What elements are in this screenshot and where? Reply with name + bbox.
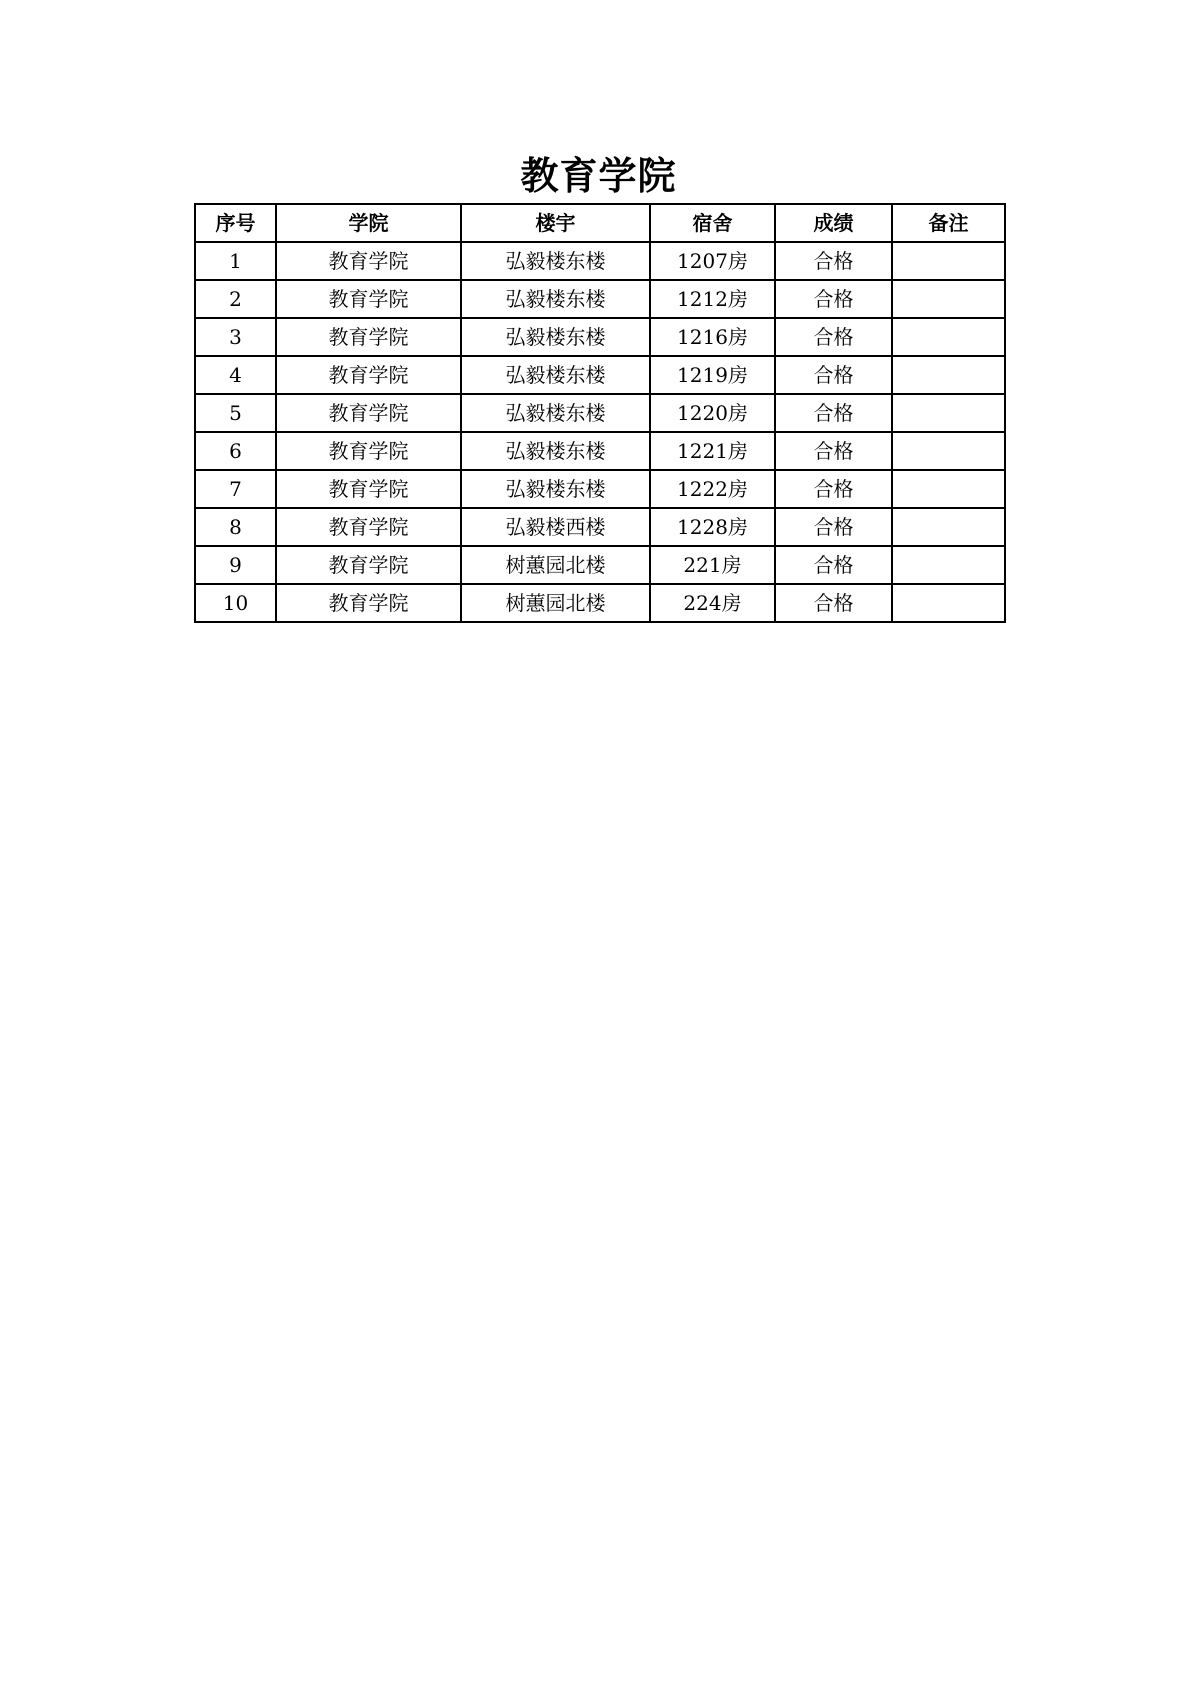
cell-grade: 合格 bbox=[775, 432, 892, 470]
cell-no: 5 bbox=[195, 394, 276, 432]
table-body bbox=[195, 242, 1005, 622]
cell-room: 1228房 bbox=[650, 508, 775, 546]
header-no: 序号 bbox=[195, 204, 276, 242]
cell-college: 教育学院 bbox=[276, 470, 461, 508]
cell-room: 224房 bbox=[650, 584, 775, 622]
cell-remark bbox=[892, 508, 1005, 546]
cell-grade: 合格 bbox=[775, 546, 892, 584]
header-grade: 成绩 bbox=[775, 204, 892, 242]
header-row bbox=[195, 204, 1005, 242]
table-row bbox=[195, 546, 1005, 584]
cell-no: 2 bbox=[195, 280, 276, 318]
cell-building: 弘毅楼东楼 bbox=[461, 394, 650, 432]
header-remark: 备注 bbox=[892, 204, 1005, 242]
table-row bbox=[195, 470, 1005, 508]
cell-remark bbox=[892, 356, 1005, 394]
cell-grade: 合格 bbox=[775, 280, 892, 318]
table-row bbox=[195, 584, 1005, 622]
cell-room: 1219房 bbox=[650, 356, 775, 394]
cell-grade: 合格 bbox=[775, 508, 892, 546]
table-header bbox=[195, 204, 1005, 242]
cell-grade: 合格 bbox=[775, 242, 892, 280]
cell-remark bbox=[892, 318, 1005, 356]
cell-no: 4 bbox=[195, 356, 276, 394]
dormitory-inspection-table bbox=[194, 203, 1006, 623]
cell-building: 弘毅楼东楼 bbox=[461, 318, 650, 356]
cell-no: 10 bbox=[195, 584, 276, 622]
table-row bbox=[195, 318, 1005, 356]
cell-room: 1220房 bbox=[650, 394, 775, 432]
cell-building: 弘毅楼东楼 bbox=[461, 280, 650, 318]
cell-building: 树蕙园北楼 bbox=[461, 584, 650, 622]
header-building: 楼宇 bbox=[461, 204, 650, 242]
cell-college: 教育学院 bbox=[276, 584, 461, 622]
table-row bbox=[195, 394, 1005, 432]
table-row bbox=[195, 280, 1005, 318]
cell-building: 弘毅楼东楼 bbox=[461, 242, 650, 280]
table-row bbox=[195, 356, 1005, 394]
cell-building: 弘毅楼东楼 bbox=[461, 356, 650, 394]
page-title: 教育学院 bbox=[520, 154, 677, 198]
cell-no: 7 bbox=[195, 470, 276, 508]
cell-room: 1207房 bbox=[650, 242, 775, 280]
cell-remark bbox=[892, 584, 1005, 622]
cell-building: 弘毅楼西楼 bbox=[461, 508, 650, 546]
cell-grade: 合格 bbox=[775, 356, 892, 394]
cell-college: 教育学院 bbox=[276, 242, 461, 280]
cell-grade: 合格 bbox=[775, 394, 892, 432]
cell-college: 教育学院 bbox=[276, 318, 461, 356]
cell-grade: 合格 bbox=[775, 470, 892, 508]
cell-college: 教育学院 bbox=[276, 394, 461, 432]
cell-room: 1216房 bbox=[650, 318, 775, 356]
table-row bbox=[195, 242, 1005, 280]
cell-remark bbox=[892, 432, 1005, 470]
header-room: 宿舍 bbox=[650, 204, 775, 242]
table-row bbox=[195, 432, 1005, 470]
cell-college: 教育学院 bbox=[276, 432, 461, 470]
cell-room: 1222房 bbox=[650, 470, 775, 508]
table-row bbox=[195, 508, 1005, 546]
cell-remark bbox=[892, 470, 1005, 508]
cell-building: 弘毅楼东楼 bbox=[461, 470, 650, 508]
cell-college: 教育学院 bbox=[276, 280, 461, 318]
cell-room: 221房 bbox=[650, 546, 775, 584]
cell-remark bbox=[892, 394, 1005, 432]
cell-grade: 合格 bbox=[775, 584, 892, 622]
cell-college: 教育学院 bbox=[276, 546, 461, 584]
cell-building: 弘毅楼东楼 bbox=[461, 432, 650, 470]
header-college: 学院 bbox=[276, 204, 461, 242]
cell-no: 9 bbox=[195, 546, 276, 584]
cell-no: 3 bbox=[195, 318, 276, 356]
cell-remark bbox=[892, 546, 1005, 584]
cell-grade: 合格 bbox=[775, 318, 892, 356]
cell-remark bbox=[892, 280, 1005, 318]
cell-college: 教育学院 bbox=[276, 356, 461, 394]
cell-no: 1 bbox=[195, 242, 276, 280]
cell-building: 树蕙园北楼 bbox=[461, 546, 650, 584]
cell-remark bbox=[892, 242, 1005, 280]
cell-no: 6 bbox=[195, 432, 276, 470]
cell-no: 8 bbox=[195, 508, 276, 546]
cell-room: 1221房 bbox=[650, 432, 775, 470]
cell-room: 1212房 bbox=[650, 280, 775, 318]
cell-college: 教育学院 bbox=[276, 508, 461, 546]
